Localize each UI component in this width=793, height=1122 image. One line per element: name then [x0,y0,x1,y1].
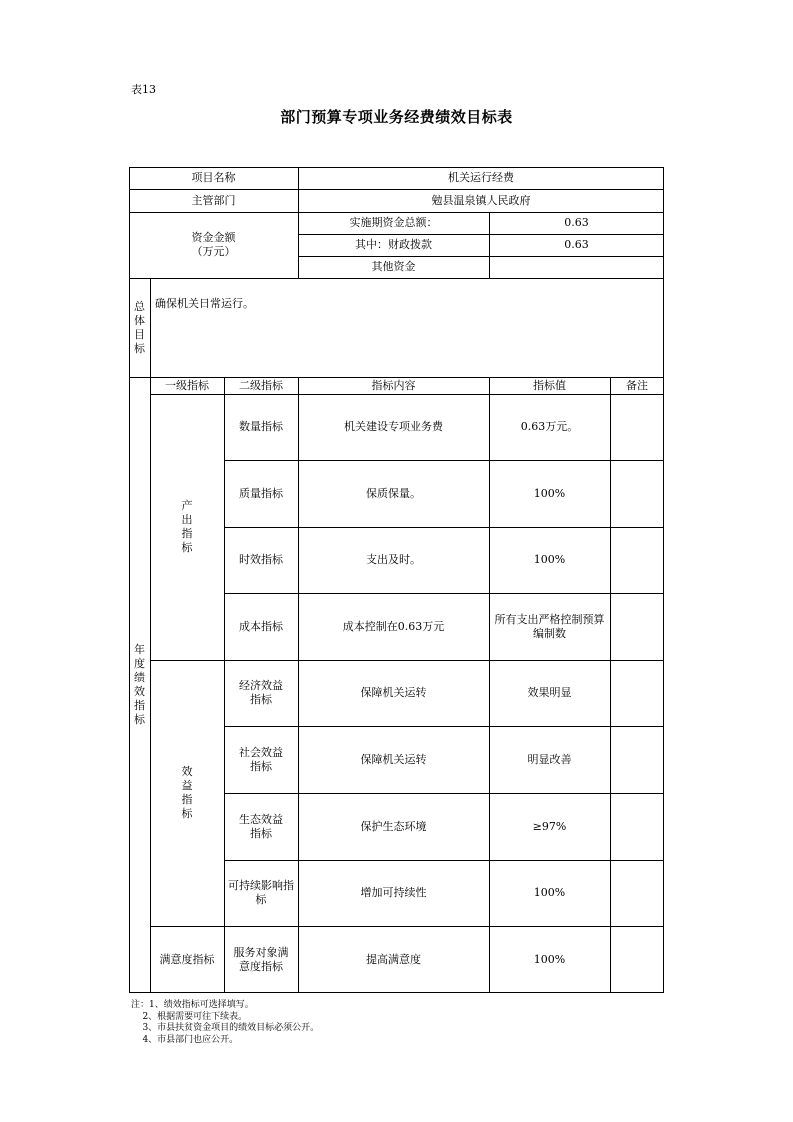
indicator-note [610,926,664,993]
indicator-content: 保护生态环境 [360,819,427,833]
overall-goal-label: 总 体 目 标 [134,299,145,355]
indicator-value: 100% [533,952,566,966]
overall-goal-text: 确保机关日常运行。 [155,297,254,310]
indicator-level2: 服务对象满意度指标 [233,945,289,973]
satisfaction-indicators-label: 满意度指标 [159,952,215,966]
other-funds-value [489,256,664,278]
project-name-label: 项目名称 [191,171,236,184]
indicator-level2: 经济效益指标 [239,679,283,706]
project-name-value: 机关运行经费 [448,171,514,184]
indicator-content: 保障机关运转 [360,686,427,699]
finance-funds-label: 其中：财政拨款 [355,238,432,251]
indicator-value: 明显改善 [527,752,572,766]
col-level2-header: 二级指标 [239,378,283,392]
indicator-note [610,460,664,527]
indicator-content: 支出及时。 [366,553,421,566]
indicator-content: 提高满意度 [366,952,421,966]
indicator-content: 保障机关运转 [360,752,427,766]
col-content-header: 指标内容 [371,378,416,392]
benefit-indicators-label: 效 益 指 标 [181,765,193,820]
indicator-value: ≥97% [532,819,567,833]
funds-label: 资金金额 （万元） [191,231,236,258]
performance-table [129,167,664,993]
indicator-value: 所有支出严格控制预算编制数 [494,612,605,640]
footnote: 3、市县扶贫资金项目的绩效目标必须公开。 [131,1023,320,1033]
indicator-level2: 可持续影响指标 [228,879,294,906]
indicator-value: 100% [533,553,566,566]
indicator-note [610,527,664,593]
indicator-note [610,660,664,726]
indicator-note [610,860,664,926]
footnote: 2、根据需要可往下续表。 [131,1011,248,1022]
indicator-note [610,793,664,860]
total-funds-label: 实施期资金总额： [349,216,438,229]
indicator-content: 成本控制在0.63万元 [342,619,445,633]
footnote: 注：1、绩效指标可选择填写。 [131,1000,254,1010]
finance-funds-value: 0.63 [564,238,589,251]
output-indicators-label: 产 出 指 标 [181,499,193,554]
indicator-value: 100% [533,886,566,899]
table-number: 表13 [131,83,156,96]
indicator-value: 100% [533,486,566,500]
indicator-content: 机关建设专项业务费 [344,420,443,433]
total-funds-value: 0.63 [564,216,589,229]
annual-indicators-label: 年 度 绩 效 指 标 [134,643,145,726]
footnote: 4、市县部门也应公开。 [131,1034,239,1045]
indicator-level2: 时效指标 [239,553,283,566]
footnotes [131,1000,319,1046]
indicator-value: 效果明显 [527,686,572,699]
indicator-level2: 社会效益指标 [239,745,283,773]
dept-label: 主管部门 [191,193,236,207]
indicator-level2: 成本指标 [239,619,283,633]
indicator-level2: 生态效益指标 [239,812,283,840]
col-note-header: 备注 [626,378,648,392]
col-level1-header: 一级指标 [165,378,209,392]
indicator-content: 保质保量。 [366,486,421,500]
indicator-note [610,593,664,660]
dept-value: 勉县温泉镇人民政府 [431,193,531,207]
indicator-content: 增加可持续性 [360,886,427,899]
indicator-level2: 质量指标 [239,486,283,500]
page-title: 部门预算专项业务经费绩效目标表 [280,108,513,126]
indicator-value: 0.63万元。 [520,420,579,433]
col-value-header: 指标值 [533,378,566,392]
indicator-level2: 数量指标 [239,420,283,433]
indicator-note [610,726,664,793]
indicator-note [610,394,664,460]
other-funds-label: 其他资金 [371,260,416,273]
